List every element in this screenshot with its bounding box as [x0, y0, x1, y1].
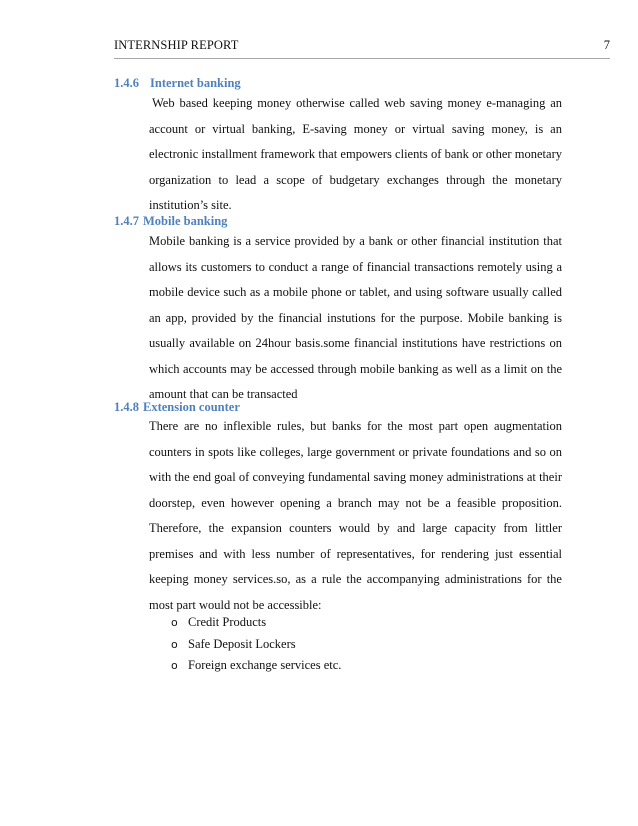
- section-body-extension-counter: There are no inflexible rules, but banks for the most part open augmentation counters in spots like colleges, large government or private foundations and so on with the end goal of conveying fundamental saving money administrations at their doorstep, even however opening a branch may not be a feasible proposition. Therefore, the expansion counters would by and large capacity from littler premises and with less number of representatives, for rendering just essential keeping money services.so, as a rule the accompanying administrations for the most part would not be accessible:: [149, 419, 562, 612]
- section-title: Extension counter: [143, 400, 240, 414]
- bullet-marker: o: [171, 659, 178, 672]
- bullet-marker: o: [171, 616, 178, 629]
- bullet-marker: o: [171, 637, 178, 651]
- header-divider: [114, 58, 610, 59]
- list-item-text: Credit Products: [188, 615, 267, 629]
- page-number: 7: [603, 38, 610, 52]
- section-body-internet-banking: Web based keeping money otherwise called web saving money e-managing an account or virtual banking, E-saving money or virtual saving money, is an electronic installment framework that empowers clients of bank or other monetary organization to lead a scope of budgetary exchanges through the monetary institution’s site.: [149, 96, 562, 212]
- section-number: 1.4.8: [114, 400, 139, 414]
- header-title: INTERNSHIP REPORT: [114, 38, 239, 52]
- list-item-text: Safe Deposit Lockers: [188, 636, 296, 651]
- section-body-mobile-banking: Mobile banking is a service provided by a bank or other financial institution that allows its customers to conduct a range of financial transactions remotely using a mobile device such as a mobile phone or tablet, and using software usually called an app, provided by the financial instutions for the purpose. Mobile banking is usually available on 24hour basis.some financial institutions have restrictions on which accounts may be accessed through mobile banking as well as a limit on the amount that can be transacted: [149, 234, 562, 401]
- section-heading-extension-counter: [114, 399, 240, 415]
- section-title: Internet banking: [150, 76, 241, 90]
- section-heading-internet-banking: [114, 75, 241, 91]
- section-title: Mobile banking: [143, 214, 228, 228]
- list-item: [171, 655, 341, 677]
- page-header: [114, 36, 610, 54]
- section-heading-mobile-banking: [114, 213, 227, 229]
- list-item-text: Foreign exchange services etc.: [188, 658, 342, 672]
- list-item: [171, 612, 341, 634]
- section-number: 1.4.7: [114, 214, 139, 228]
- list-item: [171, 634, 341, 656]
- section-number: 1.4.6: [114, 76, 139, 90]
- services-list: [171, 612, 341, 677]
